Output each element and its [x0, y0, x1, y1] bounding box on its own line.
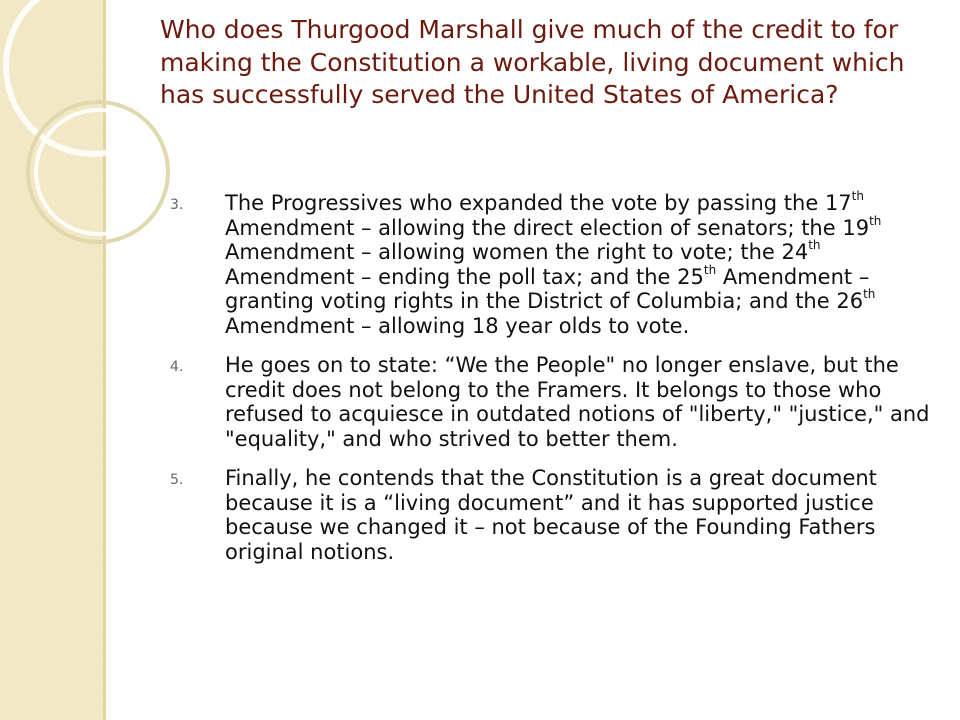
list-item-number: 4. — [170, 359, 184, 375]
ordinal-superscript: th — [863, 287, 876, 301]
slide-title: Who does Thurgood Marshall give much of the credit to for making the Constitution a workable, living document which has successfully served the United States of America? — [160, 15, 905, 109]
list-item-text: The Progressives who expanded the vote by passing the 17th Amendment – allowing the direct election of senators; the 19th Amendment – allowing women the right to vote; the 24th Amendment – ending the poll tax; and the 25th Amendment – granting voting rights in the District of Columbia; and the 26th Amendment – allowing 18 year olds to vote. — [225, 189, 882, 338]
ordinal-superscript: th — [851, 189, 864, 203]
ordinal-superscript: th — [808, 238, 821, 252]
list-item-number: 5. — [170, 472, 184, 488]
list-item — [170, 353, 930, 451]
deco-circle-inner — [36, 110, 160, 234]
deco-circle-medium — [28, 102, 168, 242]
ordinal-superscript: th — [703, 262, 717, 277]
list-item — [170, 466, 930, 564]
list-item-number: 3. — [170, 197, 184, 213]
list-item-text: Finally, he contends that the Constitution is a great document because it is a “living document” and it has supported justice because we changed it – not because of the Founding Fathers original notions. — [225, 466, 877, 564]
list-item — [170, 191, 930, 338]
list-item-text: He goes on to state: “We the People" no longer enslave, but the credit does not belong to the Framers. It belongs to those who refused to acquiesce in outdated notions of "liberty," "justice," and "equality," and who strived to better them. — [225, 353, 930, 451]
numbered-list — [170, 191, 930, 579]
ordinal-superscript: th — [869, 213, 882, 228]
